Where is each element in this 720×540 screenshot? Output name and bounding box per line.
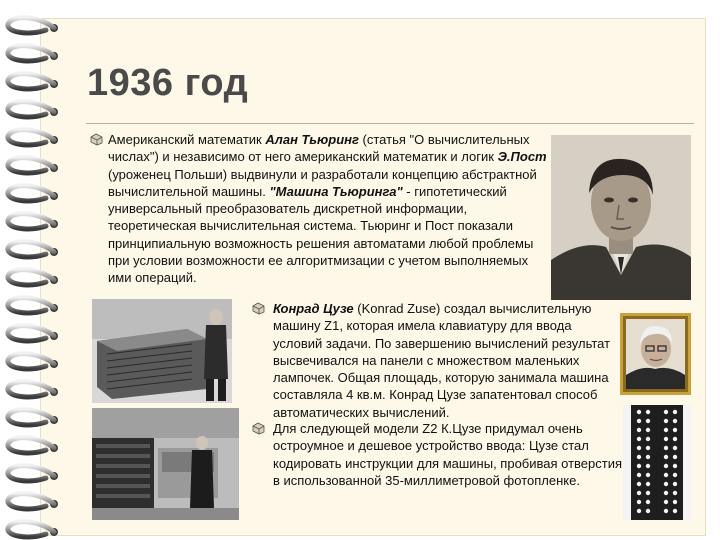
punched-hole [637, 500, 641, 504]
spiral-ring [8, 466, 54, 481]
punched-hole [637, 428, 641, 432]
spiral-ring [8, 186, 54, 201]
punched-hole [664, 446, 668, 450]
film-perforation [684, 445, 690, 450]
spiral-ring [8, 410, 54, 425]
film-perforation [624, 418, 630, 423]
punched-hole [637, 482, 641, 486]
punched-hole [637, 473, 641, 477]
punched-hole [673, 473, 677, 477]
film-perforation [684, 508, 690, 513]
film-perforation [684, 463, 690, 468]
spiral-ring [8, 382, 54, 397]
punched-hole [673, 482, 677, 486]
punched-hole [637, 410, 641, 414]
film-perforation [624, 499, 630, 504]
spiral-binding-icon [0, 0, 62, 540]
bullet-icon [90, 133, 103, 146]
z-machine-room-photo [92, 408, 239, 520]
punched-hole [637, 419, 641, 423]
spiral-ring [8, 494, 54, 509]
punched-hole [646, 428, 650, 432]
text-segment: (Konrad Zuse) создал вычислительную машину Z1, которая имела клавиатуру для ввода условий задачи. По завершению вычислений результат высвечивался на панели с множеством маленьких лампочек. Общая площадь, которую занимала машина составляла 4 кв.м. Конрад Цузе запатентовал способ автоматических вычислений. [273, 301, 611, 420]
film-perforation [624, 463, 630, 468]
punched-hole [646, 437, 650, 441]
punched-hole [664, 428, 668, 432]
film-perforation [684, 481, 690, 486]
film-perforation [684, 472, 690, 477]
punched-hole [637, 446, 641, 450]
punched-hole [646, 446, 650, 450]
punched-hole [646, 464, 650, 468]
text-segment: - гипотетический универсальный преобразователь дискретной информации, теоретическая вычислительная система. Тьюринг и Пост показали принципиальную возможность решения автоматами любой проблемы при условии возможности ее алгоритмизации с учетом выполняемых ими операций. [108, 183, 534, 286]
punched-hole [673, 455, 677, 459]
text-segment: Американский математик [108, 132, 266, 147]
paragraph-zuse-z1 [273, 300, 623, 421]
film-perforation [684, 499, 690, 504]
punched-hole [664, 419, 668, 423]
punched-hole [637, 464, 641, 468]
punched-hole [646, 500, 650, 504]
film-perforation [624, 481, 630, 486]
spiral-ring [8, 102, 54, 117]
name-turing: Алан Тьюринг [265, 132, 359, 147]
film-perforation [624, 472, 630, 477]
punched-hole [646, 491, 650, 495]
punched-hole [673, 437, 677, 441]
spiral-ring [8, 270, 54, 285]
spiral-ring [8, 354, 54, 369]
bullet-icon [252, 422, 265, 435]
film-perforation [624, 409, 630, 414]
spiral-ring [8, 438, 54, 453]
name-zuse: Конрад Цузе [273, 301, 354, 316]
punched-hole [664, 482, 668, 486]
punched-hole [646, 419, 650, 423]
punched-film-photo [623, 405, 691, 520]
text-segment: (статья "О вычислительных числах") и независимо от него американский математик и логик [108, 132, 530, 165]
punched-hole [637, 509, 641, 513]
film-perforation [624, 508, 630, 513]
punched-hole [664, 500, 668, 504]
spiral-ring [8, 130, 54, 145]
punched-hole [673, 419, 677, 423]
punched-hole [646, 482, 650, 486]
punched-hole [673, 464, 677, 468]
film-perforation [684, 490, 690, 495]
punched-hole [673, 500, 677, 504]
spiral-ring [8, 242, 54, 257]
spiral-ring [8, 74, 54, 89]
punched-hole [664, 473, 668, 477]
punched-hole [646, 473, 650, 477]
term-turing-machine: "Машина Тьюринга" [269, 183, 403, 199]
film-perforation [684, 418, 690, 423]
spiral-ring [8, 158, 54, 173]
punched-hole [664, 464, 668, 468]
film-perforation [624, 490, 630, 495]
punched-hole [664, 437, 668, 441]
film-perforation [684, 454, 690, 459]
spiral-ring [8, 46, 54, 61]
film-perforation [684, 427, 690, 432]
slide-title: 1936 год [87, 62, 249, 104]
punched-hole [646, 455, 650, 459]
punched-hole [673, 428, 677, 432]
spiral-ring [8, 326, 54, 341]
punched-hole [646, 410, 650, 414]
text-segment: (уроженец Польши) выдвинули и разработали концепцию абстрактной вычислительной машины. [108, 166, 537, 199]
punched-hole [664, 509, 668, 513]
zuse-portrait-photo [620, 313, 691, 395]
name-post: Э.Пост [497, 149, 547, 165]
film-perforation [624, 454, 630, 459]
film-perforation [684, 436, 690, 441]
punched-hole [637, 491, 641, 495]
paragraph-turing [108, 131, 548, 287]
punched-hole [664, 491, 668, 495]
punched-hole [673, 491, 677, 495]
spiral-ring [8, 214, 54, 229]
punched-hole [664, 455, 668, 459]
title-divider [86, 123, 694, 124]
punched-hole [637, 455, 641, 459]
spiral-ring [8, 18, 54, 33]
punched-hole [637, 437, 641, 441]
film-perforation [624, 445, 630, 450]
punched-hole [664, 410, 668, 414]
turing-portrait-photo [551, 135, 691, 300]
film-perforation [624, 436, 630, 441]
spiral-ring [8, 522, 54, 537]
punched-hole [673, 410, 677, 414]
z1-machine-photo [92, 299, 232, 403]
bullet-icon [252, 302, 265, 315]
text-segment: Для следующей модели Z2 К.Цузе придумал очень остроумное и дешевое устройство ввода: Цузе стал кодировать инструкции для машины, пробивая отверстия в использованной 35-миллиметровой фотопленке. [273, 421, 623, 488]
punched-hole [673, 509, 677, 513]
punched-hole [646, 509, 650, 513]
film-perforation [684, 409, 690, 414]
paragraph-zuse-z2 [273, 420, 623, 489]
punched-hole [673, 446, 677, 450]
film-perforation [624, 427, 630, 432]
spiral-ring [8, 298, 54, 313]
